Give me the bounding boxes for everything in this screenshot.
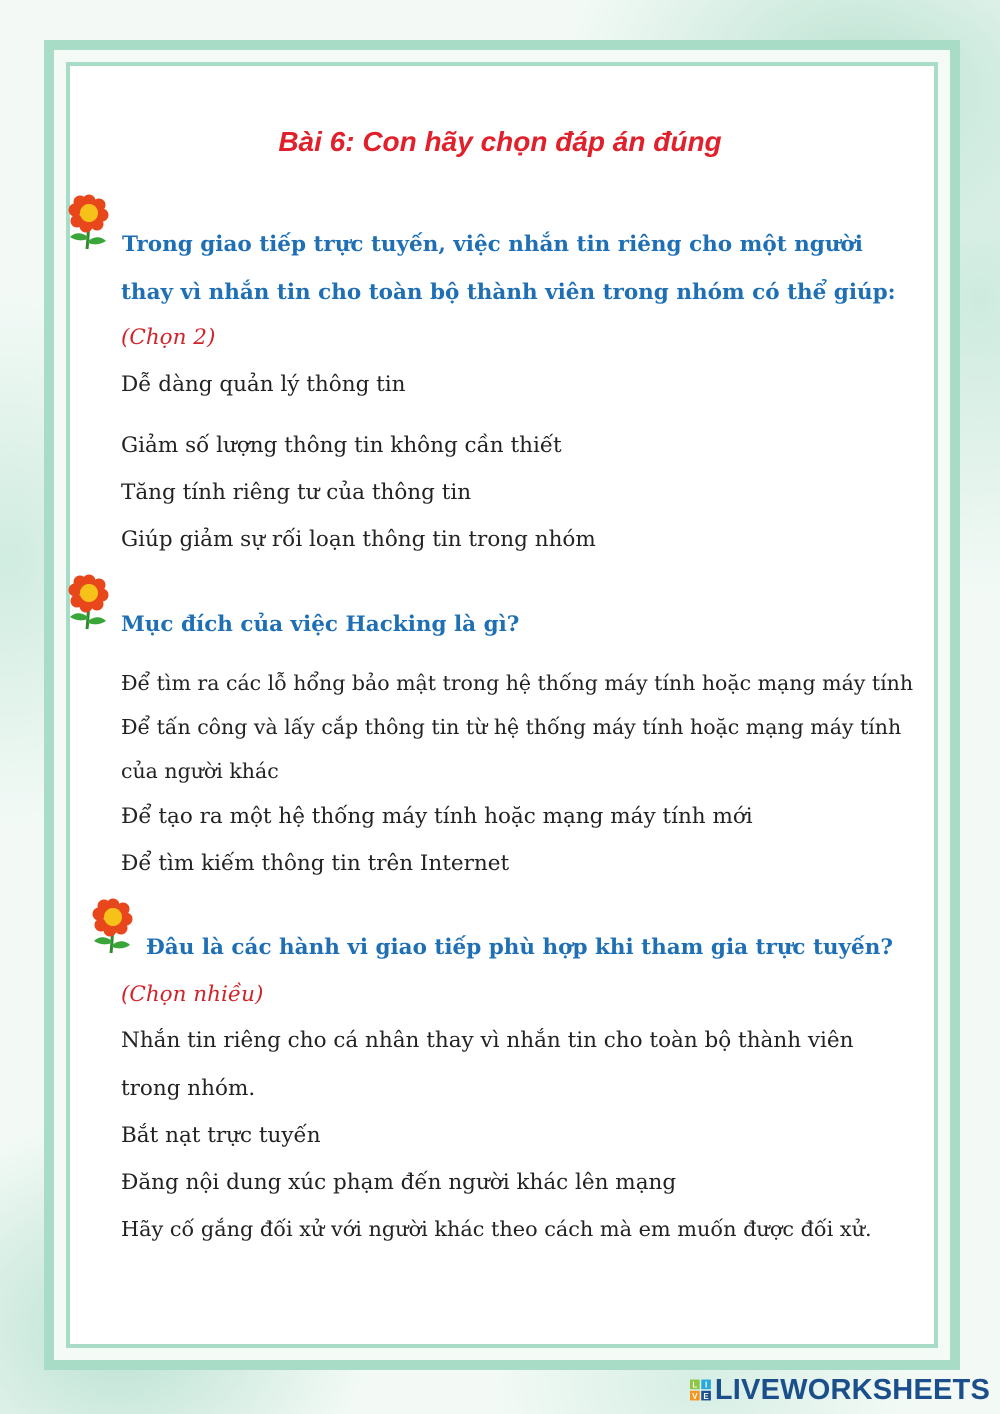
page-title: Bài 6: Con hãy chọn đáp án đúng	[278, 126, 722, 157]
question-3-line-1: Đâu là các hành vi giao tiếp phù hợp khi tham gia trực tuyến?	[146, 935, 893, 960]
question-2-option-2-cont[interactable]: của người khác	[121, 759, 279, 783]
question-3-note: (Chọn nhiều)	[121, 982, 264, 1007]
watermark-text: LIVEWORKSHEETS	[714, 1373, 990, 1406]
question-1-option-4[interactable]: Giúp giảm sự rối loạn thông tin trong nhóm	[121, 527, 596, 552]
question-3-option-3[interactable]: Đăng nội dung xúc phạm đến người khác lên mạng	[121, 1170, 677, 1195]
question-3-option-1-cont[interactable]: trong nhóm.	[121, 1076, 256, 1101]
question-1-line-2: thay vì nhắn tin cho toàn bộ thành viên trong nhóm có thể giúp:	[121, 280, 896, 305]
question-1-option-1[interactable]: Dễ dàng quản lý thông tin	[121, 372, 406, 397]
question-2-option-2[interactable]: Để tấn công và lấy cắp thông tin từ hệ thống máy tính hoặc mạng máy tính	[121, 715, 902, 739]
flower-icon	[66, 573, 112, 631]
question-3-option-4[interactable]: Hãy cố gắng đối xử với người khác theo cách mà em muốn được đối xử.	[121, 1217, 872, 1241]
question-1-option-2[interactable]: Giảm số lượng thông tin không cần thiết	[121, 433, 562, 458]
liveworksheets-logo-icon	[690, 1377, 711, 1403]
question-3-option-2[interactable]: Bắt nạt trực tuyến	[121, 1123, 321, 1148]
flower-icon	[90, 897, 136, 955]
flower-icon	[66, 193, 112, 251]
svg-text:L: L	[692, 1380, 698, 1390]
question-2-option-3[interactable]: Để tạo ra một hệ thống máy tính hoặc mạng máy tính mới	[121, 804, 753, 829]
svg-text:I: I	[704, 1380, 708, 1390]
question-2-line-1: Mục đích của việc Hacking là gì?	[121, 612, 520, 637]
question-1-option-3[interactable]: Tăng tính riêng tư của thông tin	[121, 480, 472, 505]
question-2-option-4[interactable]: Để tìm kiếm thông tin trên Internet	[121, 851, 510, 876]
svg-text:V: V	[692, 1391, 698, 1401]
question-3-option-1[interactable]: Nhắn tin riêng cho cá nhân thay vì nhắn tin cho toàn bộ thành viên	[121, 1028, 854, 1053]
question-1-note: (Chọn 2)	[121, 325, 216, 350]
question-1-line-1: Trong giao tiếp trực tuyến, việc nhắn tin riêng cho một người	[122, 232, 863, 257]
liveworksheets-watermark	[690, 1370, 990, 1410]
svg-text:E: E	[703, 1391, 709, 1401]
question-2-option-1[interactable]: Để tìm ra các lỗ hổng bảo mật trong hệ thống máy tính hoặc mạng máy tính	[121, 671, 914, 695]
